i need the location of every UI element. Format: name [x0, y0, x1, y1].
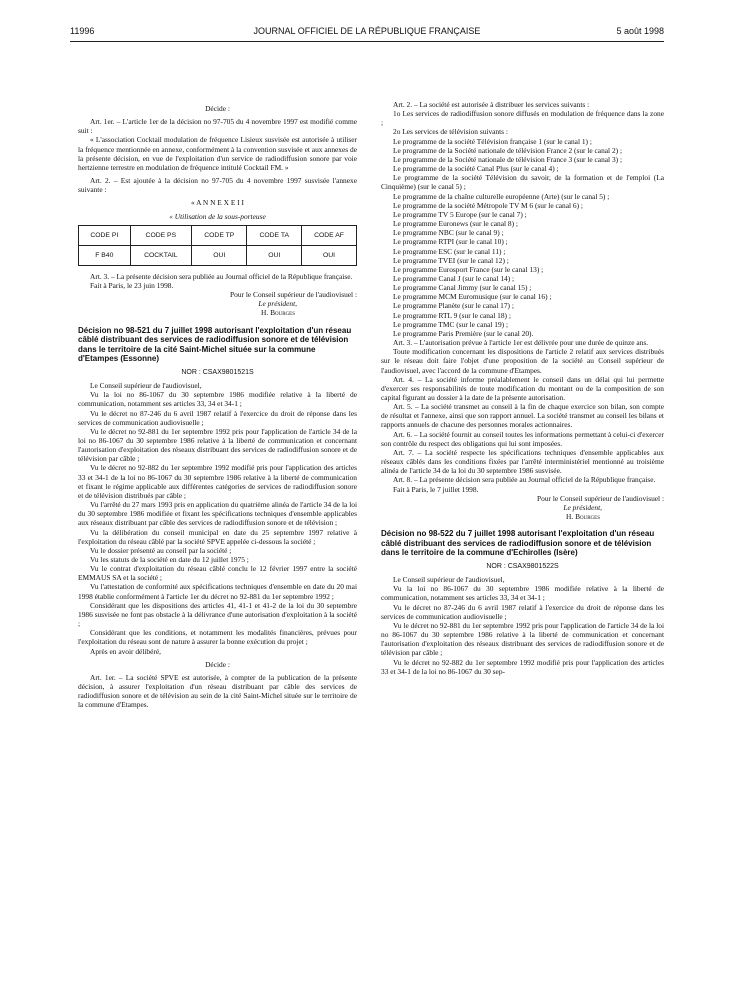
service-item: 2o Les services de télévision suivants : — [393, 127, 508, 137]
paragraph: Le Conseil supérieur de l'audiovisuel, — [90, 381, 202, 391]
article-4: Art. 4. – La société informe préalablement le conseil dans un délai qui lui permette d'exercer ses responsabilités de toute modification du montant ou de la composition de son capital figurant au dossier à la date de la présente autorisation. — [381, 374, 664, 402]
paragraph: Considérant que les dispositions des articles 41, 41-1 et 41-2 de la loi du 30 septembre 1986 susvisée ne font pas obstacle à la délivrance d'une autorisation d'exploitation à la société ; — [78, 600, 357, 629]
table-header-cell: CODE PS — [130, 225, 191, 245]
channel-item: Le programme TV 5 Europe (sur le canal 7) ; — [393, 209, 527, 219]
article-6: Art. 6. – La société fournit au conseil toutes les informations permettant à celui-ci d'exercer son contrôle du respect des obligations qui lui sont imposées. — [381, 429, 664, 448]
service-item: 1o Les services de radiodiffusion sonore diffusés en modulation de fréquence dans la zone ; — [381, 109, 664, 128]
signature-name: H. Bourges — [566, 512, 600, 522]
annex-heading: « A N N E X E I I — [191, 198, 244, 208]
paragraph: Vu l'attestation de conformité aux spécifications techniques d'ensemble en date du 20 mai 1998 établie conformément à l'article 1er du décret no 92-881 du 1er septembre 1992 ; — [78, 582, 357, 601]
page-number: 11996 — [70, 26, 95, 36]
channel-item: Le programme de la Société nationale de télévision France 2 (sur le canal 2) ; — [393, 145, 623, 155]
table-header-cell: CODE AF — [302, 225, 357, 245]
nor-reference: NOR : CSAX9801521S — [181, 368, 254, 376]
channel-item: Le programme NBC (sur le canal 9) ; — [393, 228, 504, 238]
table-cell: OUI — [192, 245, 247, 265]
paragraph: Vu les statuts de la société en date du 12 juillet 1975 ; — [90, 555, 249, 564]
channel-item: Le programme Eurosport France (sur le canal 13) ; — [393, 264, 544, 274]
president-title: Le président, — [563, 502, 602, 512]
article-1: Art. 1er. – La société SPVE est autorisée, à compter de la publication de la présente décision, à assurer l'exploitation d'un réseau distribuant par câble des services de radiodiffusion sonore et de télévision au sein de la cité Saint-Michel située sur le territoire de la commune d'Etampes. — [78, 672, 357, 710]
channel-item: Le programme TVEI (sur le canal 12) ; — [393, 255, 509, 265]
signatory-line: Pour le Conseil supérieur de l'audiovisuel : — [230, 290, 357, 300]
paragraph: Vu le décret no 92-881 du 1er septembre 1992 pris pour l'application de l'article 34 de la loi no 86-1067 du 30 septembre 1986 relative à la liberté de communication et concernant l'autorisation d'exploitation des réseaux distribuant des services de radiodiffusion sonore et de télévision par câble ; — [78, 426, 357, 464]
annex-subheading: « Utilisation de la sous-porteuse — [169, 211, 266, 221]
decide-heading: Décide : — [205, 659, 230, 669]
president-title: Le président, — [258, 299, 297, 309]
channel-item: Le programme MCM Euromusique (sur le canal 16) ; — [393, 292, 552, 302]
article-7: Art. 7. – La société respecte les spécifications techniques d'ensemble applicables aux réseaux câblés dans les conditions fixées par l'arrêté interministériel mentionné au troisième alinéa de l'article 34 de la loi du 30 septembre 1986 susvisée. — [381, 447, 664, 476]
channel-item: Le programme TMC (sur le canal 19) ; — [393, 319, 508, 329]
channel-item: Le programme RTPI (sur le canal 10) ; — [393, 237, 508, 247]
channel-item: Le programme RTL 9 (sur le canal 18) ; — [393, 310, 511, 320]
table-row — [79, 245, 357, 265]
fait-a-paris: Fait à Paris, le 23 juin 1998. — [90, 280, 174, 290]
paragraph: Vu la loi no 86-1067 du 30 septembre 1986 modifiée relative à la liberté de communication, notamment ses articles 33, 34 et 34-1 ; — [381, 584, 664, 603]
channel-item: Le programme de la société Télévision française 1 (sur le canal 1) ; — [393, 136, 592, 146]
signature-name: H. Bourges — [261, 308, 295, 318]
nor-reference: NOR : CSAX9801522S — [486, 562, 559, 570]
article-1: Art. 1er. – L'article 1er de la décision no 97-705 du 4 novembre 1997 est modifié comme suit : — [78, 117, 357, 136]
table-header-cell: CODE TP — [192, 225, 247, 245]
channel-item: Le programme de la Société nationale de télévision France 3 (sur le canal 3) ; — [393, 154, 623, 164]
paragraph: Après en avoir délibéré, — [90, 646, 162, 656]
decision-title: Décision no 98-522 du 7 juillet 1998 autorisant l'exploitation d'un réseau câblé distribuant des services de radiodiffusion sonore et de télévision dans le territoire de la commune d'Echirolles (Isère) — [381, 529, 655, 558]
channel-item: Le programme de la société Télévision du savoir, de la formation et de l'emploi (La Cinquième) (sur le canal 5) ; — [381, 173, 664, 192]
signatory-line: Pour le Conseil supérieur de l'audiovisuel : — [537, 493, 664, 503]
subcarrier-table — [78, 225, 357, 266]
article-2: Art. 2. – La société est autorisée à distribuer les services suivants : — [393, 100, 590, 109]
decision-title: Décision no 98-521 du 7 juillet 1998 autorisant l'exploitation d'un réseau câblé distribuant des services de radiodiffusion sonore et de télévision dans le territoire de la cité Saint-Michel située sur la commune d'Etampes (Essonne) — [78, 325, 352, 364]
article-3: Art. 3. – L'autorisation prévue à l'article 1er est délivrée pour une durée de quinze ans. — [393, 338, 649, 348]
issue-date: 5 août 1998 — [616, 26, 664, 36]
table-cell: F B40 — [79, 245, 131, 265]
article-2: Art. 2. – Est ajoutée à la décision no 97-705 du 4 novembre 1997 susvisée l'annexe suivante : — [78, 176, 357, 195]
paragraph: Vu le décret no 92-882 du 1er septembre 1992 modifié pris pour l'application des articles 33 et 34-1 de la loi no 86-1067 du 30 septembre 1986 relative à la liberté de communication et fixant le régime applicable aux différentes catégories de services de radiodiffusion sonore et de télévision distribués par câble ; — [78, 463, 357, 500]
paragraph: Vu la loi no 86-1067 du 30 septembre 1986 modifiée relative à la liberté de communication, notamment ses articles 33, 34 et 34-1 ; — [78, 390, 357, 409]
paragraph: Vu le décret no 87-246 du 6 avril 1987 relatif à l'exercice du droit de réponse dans les services de communication audiovisuelle ; — [78, 408, 357, 427]
fait-a-paris: Fait à Paris, le 7 juillet 1998. — [393, 484, 479, 494]
paragraph: Considérant que les conditions, et notamment les modalités financières, prévues pour l'exploitation du réseau sont de nature à assurer la bonne exécution du projet ; — [78, 628, 357, 647]
paragraph: Vu la délibération du conseil municipal en date du 25 septembre 1997 relative à l'exploitation du réseau câblé par la société SPVE appelée ci-dessous la société ; — [78, 527, 357, 546]
channel-item: Le programme de la société Métropole TV M 6 (sur le canal 6) ; — [393, 200, 583, 210]
paragraph: Vu l'arrêté du 27 mars 1993 pris en application du quatrième alinéa de l'article 34 de la loi du 30 septembre 1986 modifiée et fixant les spécifications techniques d'ensemble applicables aux réseaux distribuant par câble des services de radiodiffusion sonore et de télévision ; — [78, 500, 357, 528]
paragraph: Vu le décret no 92-881 du 1er septembre 1992 pris pour l'application de l'article 34 de la loi no 86-1067 du 30 septembre 1986 relative à la liberté de communication et concernant l'autorisation d'exploitation des réseaux distribuant des services de radiodiffusion sonore et de télévision par câble ; — [381, 620, 664, 658]
channel-item: Le programme Euronews (sur le canal 8) ; — [393, 219, 518, 229]
header-rule — [70, 41, 664, 42]
article-1-quote: « L'association Cocktail modulation de fréquence Lisieux susvisée est autorisée à utiliser la fréquence mentionnée en annexe, conformément à la convention susvisée et aux annexes de la présente décision, en vue de l'exploitation d'un service de radiodiffusion sonore par voie hertzienne terrestre en modulation de fréquence intitulé Cocktail FM. » — [78, 135, 357, 172]
channel-item: Le programme Canal J (sur le canal 14) ; — [393, 273, 515, 283]
channel-item: Le programme ESC (sur le canal 11) ; — [393, 246, 506, 256]
article-3-paragraph: Toute modification concernant les dispositions de l'article 2 relatif aux services distribués sur le réseau doit faire l'objet d'une proposition de la société au Conseil supérieur de l'audiovisuel, avec l'accord de la commune d'Etampes. — [381, 347, 664, 375]
right-column — [381, 100, 664, 676]
channel-item: Le programme de la société Canal Plus (sur le canal 4) ; — [393, 164, 559, 174]
article-5: Art. 5. – La société transmet au conseil à la fin de chaque exercice son bilan, son compte de résultat et l'annexe, ainsi que son rapport annuel. La société transmet au conseil les bilans et rapports annuels de chacune des personnes morales actionnaires. — [381, 402, 664, 430]
channel-item: Le programme Paris Première (sur le canal 20). — [393, 328, 534, 338]
paragraph: Vu le décret no 87-246 du 6 avril 1987 relatif à l'exercice du droit de réponse dans les services de communication audiovisuelle ; — [381, 602, 664, 621]
paragraph: Le Conseil supérieur de l'audiovisuel, — [393, 575, 505, 585]
table-header-row — [79, 225, 357, 245]
page-header — [70, 26, 664, 40]
paragraph: Vu le décret no 92-882 du 1er septembre 1992 modifié pris pour l'application des articles 33 et 34-1 de la loi no 86-1067 du 30 sep- — [381, 657, 664, 676]
article-3: Art. 3. – La présente décision sera publiée au Journal officiel de la République française. — [90, 271, 353, 281]
table-header-cell: CODE PI — [79, 225, 131, 245]
journal-title: JOURNAL OFFICIEL DE LA RÉPUBLIQUE FRANÇAISE — [253, 26, 481, 36]
decide-heading: Décide : — [205, 104, 230, 113]
channel-item: Le programme Planète (sur le canal 17) ; — [393, 301, 514, 311]
paragraph: Vu le contrat d'exploitation du réseau câblé conclu le 12 février 1997 entre la société EMMAUS SA et la société ; — [78, 564, 357, 583]
left-column — [78, 104, 357, 710]
table-cell: COCKTAIL — [130, 245, 191, 265]
channel-item: Le programme Canal Jimmy (sur le canal 15) ; — [393, 283, 532, 293]
paragraph: Vu le dossier présenté au conseil par la société ; — [90, 545, 232, 555]
channel-item: Le programme de la chaîne culturelle européenne (Arte) (sur le canal 5) ; — [393, 191, 610, 201]
table-cell: OUI — [302, 245, 357, 265]
table-header-cell: CODE TA — [247, 225, 302, 245]
article-8: Art. 8. – La présente décision sera publiée au Journal officiel de la République française. — [393, 475, 656, 485]
table-cell: OUI — [247, 245, 302, 265]
